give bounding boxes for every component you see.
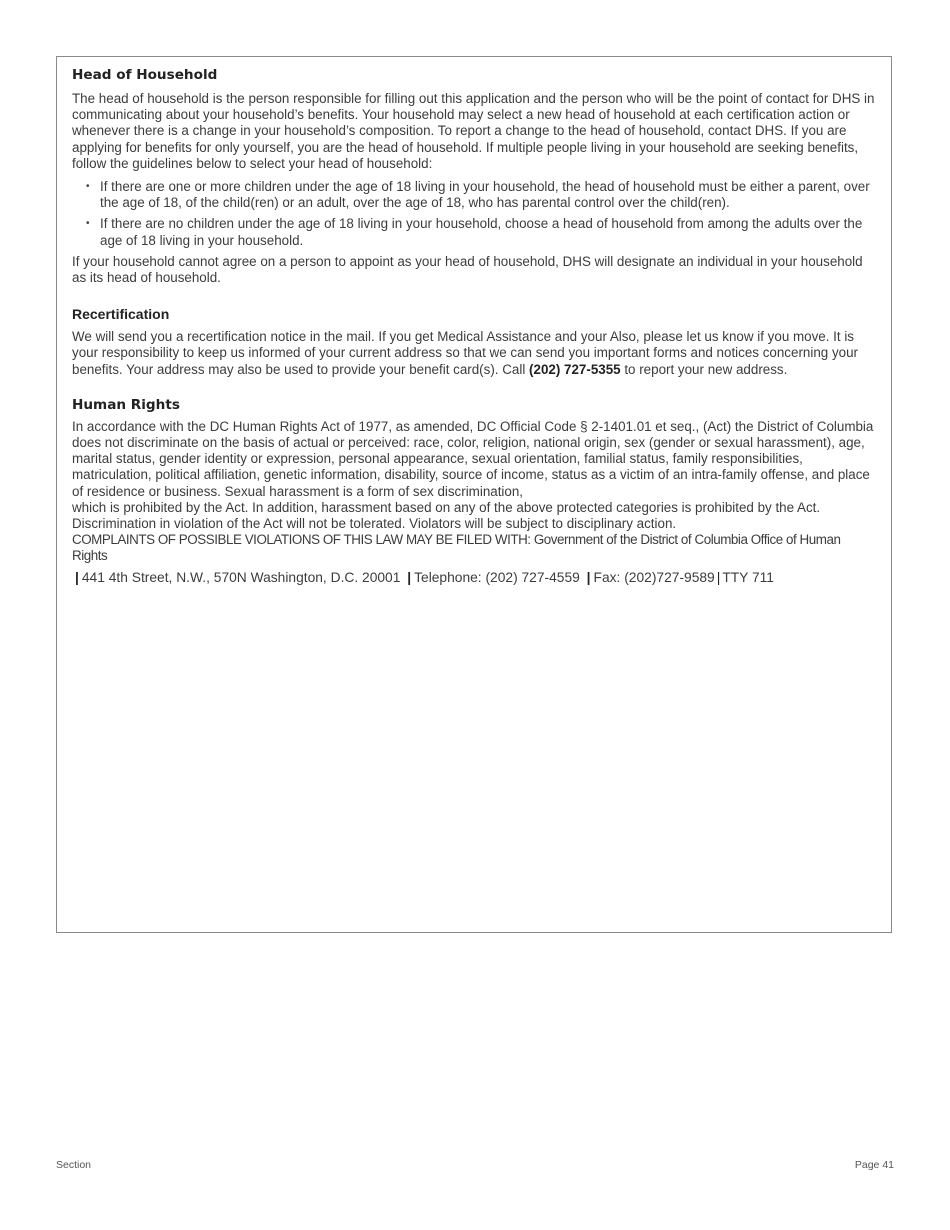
recertification-heading: Recertification [72,306,170,323]
head-of-household-heading: Head of Household [72,67,218,83]
human-rights-complaints: COMPLAINTS OF POSSIBLE VIOLATIONS OF THIS LAW MAY BE FILED WITH: Government of the District of Columbia Office of Human Rights [72,532,841,564]
list-item-text: If there are no children under the age of 18 living in your household, choose a head of household from among the adults over the age of 18 living in your household. [100,216,863,248]
list-item [72,216,877,248]
bullet-icon: • [86,181,90,193]
footer-page-number: Page 41 [854,1159,894,1171]
list-item-text: If there are one or more children under the age of 18 living in your household, the head of household must be either a parent, over the age of 18, of the child(ren) or an adult, over the age of 18, who has parental control over the child(ren). [100,179,870,211]
contact-telephone: Telephone: (202) 727-4559 [414,569,580,585]
human-rights-heading: Human Rights [72,396,180,413]
contact-address: 441 4th Street, N.W., 570N Washington, D.C. 20001 [81,569,401,585]
separator: | [407,569,412,585]
recertification-text: We will send you a recertification notice in the mail. If you get Medical Assistance and your Also, please let us know if you move. It is your responsibility to keep us informed of your current address so that we can send you important forms and notices concerning your benefits. Your address may also be used to provide your benefit card(s). Call [72,329,858,377]
recertification-text-end: to report your new address. [620,361,788,377]
contact-tty: TTY 711 [722,569,774,585]
human-rights-body-continued: which is prohibited by the Act. In addition, harassment based on any of the above protected categories is prohibited by the Act. Discrimination in violation of the Act will not be tolerated. Violators will be subject to disciplinary action. [72,499,821,532]
separator: | [75,569,79,585]
head-of-household-guidelines [72,179,877,249]
bullet-icon: • [86,218,90,230]
footer-section-label: Section [56,1159,92,1171]
human-rights-contact [72,569,877,586]
separator: | [716,569,721,585]
head-of-household-outro: If your household cannot agree on a person to appoint as your head of household, DHS will designate an individual in your household as its head of household. [72,253,863,286]
head-of-household-intro: The head of household is the person responsible for filling out this application and the person who will be the point of contact for DHS in communicating about your household’s benefits. Your household may select a new head of household at each certification action or whenever there is a change in your household’s composition. To report a change to the head of household, contact DHS. If you are applying for benefits for only yourself, you are the head of household. If multiple people living in your household are seeking benefits, follow the guidelines below to select your head of household: [72,91,875,171]
recertification-body [72,329,877,378]
contact-fax: Fax: (202)727-9589 [593,569,715,585]
content-box [56,56,892,933]
recertification-phone: (202) 727-5355 [529,361,621,377]
list-item [72,179,877,211]
human-rights-body: In accordance with the DC Human Rights Act of 1977, as amended, DC Official Code § 2-1401.01 et seq., (Act) the District of Columbia does not discriminate on the basis of actual or perceived: race, color, religion, national origin, sex (gender or sexual harassment), age, marital status, gender identity or expression, personal appearance, sexual orientation, familial status, family responsibilities, matriculation, political affiliation, genetic information, disability, source of income, status as a victim of an intra-family offense, and place of residence or business. Sexual harassment is a form of sex discrimination, [72,418,874,499]
separator: | [586,569,591,585]
